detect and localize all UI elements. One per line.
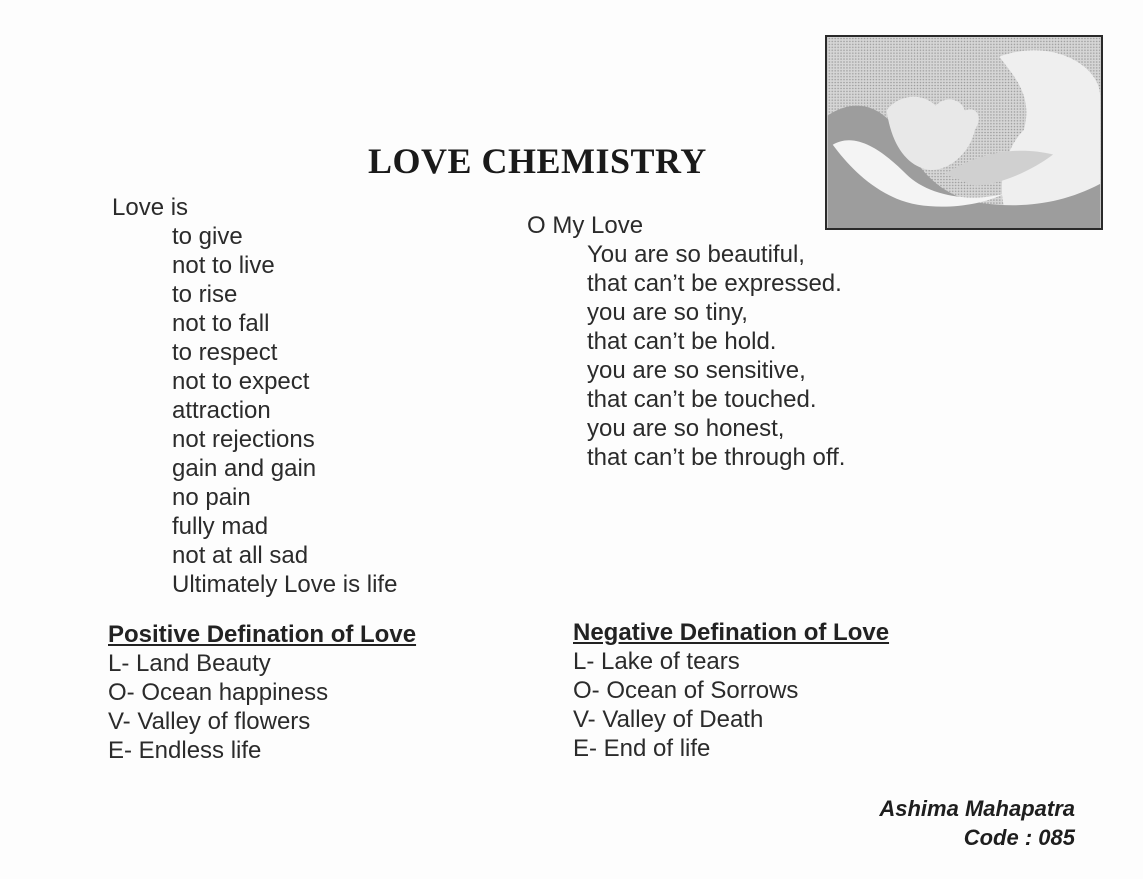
poem-o-my-love [527,211,845,472]
poem-line: not to live [172,252,275,279]
definition-item: L- Lake of tears [573,648,740,675]
poem-line: that can’t be expressed. [587,270,842,297]
positive-definition [108,620,416,765]
poem-line: gain and gain [172,455,317,482]
definition-item: V- Valley of Death [573,706,764,733]
poem-heading: Love is [112,194,189,221]
poem-line: you are so tiny, [587,299,748,326]
poem-line: You are so beautiful, [587,241,805,268]
poem-line: that can’t be through off. [587,444,846,471]
poem-line: you are so honest, [587,415,785,442]
poem-line: to give [172,223,243,250]
author-code: Code : 085 [963,825,1075,850]
page-title: LOVE CHEMISTRY [368,141,707,181]
poem-line: to rise [172,281,238,308]
author-name: Ashima Mahapatra [879,796,1075,821]
poem-line: that can’t be hold. [587,328,777,355]
poem-line: not rejections [172,426,315,453]
definition-item: V- Valley of flowers [108,708,311,735]
hands-photo-icon [827,37,1101,228]
poem-line: that can’t be touched. [587,386,817,413]
definition-item: L- Land Beauty [108,650,271,677]
poem-lines [527,240,845,472]
poem-heading: O My Love [527,212,644,239]
poem-love-is [112,193,397,599]
negative-definition [573,618,889,763]
definition-item: O- Ocean happiness [108,679,329,706]
poem-line: attraction [172,397,271,424]
poem-line: not to expect [172,368,310,395]
negative-definition-heading: Negative Defination of Love [573,619,890,646]
positive-definition-heading: Positive Defination of Love [108,621,417,648]
poem-lines [112,222,397,599]
poem-line: not at all sad [172,542,309,569]
author-signature [879,794,1075,852]
poem-line: fully mad [172,513,269,540]
poem-line: you are so sensitive, [587,357,806,384]
poem-line: not to fall [172,310,270,337]
definition-item: E- End of life [573,735,711,762]
poem-line: no pain [172,484,251,511]
definition-item: E- Endless life [108,737,262,764]
poem-line: to respect [172,339,278,366]
poem-line: Ultimately Love is life [172,571,398,598]
hands-photo [825,35,1103,230]
definition-item: O- Ocean of Sorrows [573,677,799,704]
